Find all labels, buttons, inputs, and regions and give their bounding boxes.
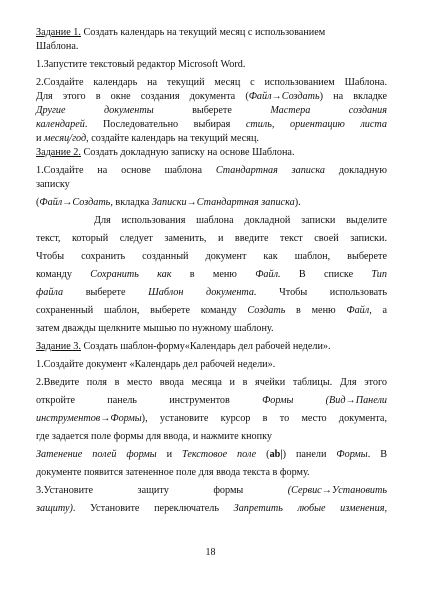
- task2-para-line6: [36, 304, 387, 317]
- text-fragment: Запретить любые изменения: [233, 503, 385, 514]
- text-fragment: файла: [36, 287, 64, 298]
- task1-heading-cont: [36, 40, 387, 53]
- text-fragment: . Последовательно выбирая: [84, 119, 246, 130]
- task1-step2-line5: [36, 132, 387, 145]
- text-fragment: выберете: [85, 287, 126, 298]
- text-fragment: списке: [323, 269, 354, 280]
- text-fragment: 1.Создайте на основе шаблона: [36, 165, 216, 176]
- text-fragment: команду: [36, 269, 72, 280]
- task3-label: Задание 3.: [36, 341, 81, 352]
- text-fragment: ).: [294, 197, 301, 208]
- task1-step2: [36, 76, 387, 89]
- task1-step2-line3: [36, 104, 387, 117]
- text-fragment: ,: [384, 503, 387, 514]
- menu-path: инструментов→Формы: [36, 413, 142, 424]
- task3-step3: [36, 484, 387, 497]
- text-fragment: откройте: [36, 395, 75, 406]
- text-fragment: Чтобы использовать: [279, 287, 388, 298]
- text-fragment: . В: [367, 449, 387, 460]
- task1-step2-line2: [36, 90, 387, 103]
- task2-para-line4: [36, 268, 387, 281]
- text-fragment: , вкладка: [110, 197, 152, 208]
- task3-step1: [36, 358, 387, 371]
- text-fragment: документы: [104, 105, 154, 116]
- text-fragment: 2.Введите поля в место ввода месяца и в ячейки таблицы. Для этого: [36, 377, 387, 388]
- task2-step1-path: [36, 196, 387, 209]
- text-fragment: В: [298, 269, 306, 280]
- text-fragment: 2.Создайте календарь на текущий месяц с использованием Шаблона.: [36, 77, 387, 88]
- text-fragment: затем дважды щелкните мышью по нужному шаблону.: [36, 323, 274, 334]
- text-fragment: инструментов: [169, 395, 230, 406]
- text-fragment: календарей: [36, 119, 85, 130]
- text-fragment: (: [256, 449, 270, 460]
- task3-step2-line6: [36, 466, 387, 479]
- text-fragment: Сохранить: [90, 269, 139, 280]
- text-fragment: месяц/год: [44, 133, 87, 144]
- text-fragment: Чтобы сохранить созданный документ как шаблон, выберете: [36, 251, 387, 262]
- task1-title: Создать календарь на текущий месяц с использованием: [80, 27, 326, 38]
- task3-step3-line2: [36, 502, 387, 515]
- task2-para-line1: [94, 214, 387, 227]
- text-fragment: и: [36, 133, 44, 144]
- text-fragment: стиль, ориентацию листа: [245, 119, 387, 130]
- task2-para-line5: [36, 286, 387, 299]
- menu-path: защиту): [36, 503, 73, 514]
- task2-step1-cont: [36, 178, 387, 191]
- text-fragment: докладную: [325, 165, 388, 176]
- text-fragment: Формы: [262, 395, 294, 406]
- text-fragment: формы: [213, 485, 244, 496]
- text-fragment: Файл: [346, 305, 370, 316]
- text-fragment: Другие: [36, 105, 66, 116]
- task3-title: Создать шаблон-форму«Календарь дел рабочей недели».: [80, 341, 331, 352]
- text-fragment: Тип: [371, 269, 387, 280]
- text-fragment: Для использования шаблона докладной записки выделите: [94, 215, 387, 226]
- task3-heading-line: [36, 340, 387, 353]
- text-fragment: защиту: [137, 485, 169, 496]
- text-fragment: Для этого в окне создания документа (: [36, 91, 249, 102]
- task1-step1: [36, 58, 387, 71]
- text-fragment: ) на вкладке: [319, 91, 387, 102]
- text-fragment: текст, который следует заменить, и введите текст своей записки.: [36, 233, 387, 244]
- text-fragment: 3.Установите: [36, 485, 94, 496]
- text-fragment: ), установите курсор в то место документа,: [141, 413, 387, 424]
- text-fragment: Стандартная записка: [215, 165, 326, 176]
- text-fragment: ) панели: [282, 449, 337, 460]
- task3-step2-line5: [36, 448, 387, 461]
- text-fragment: как: [157, 269, 172, 280]
- task3-step2: [36, 376, 387, 389]
- text-fragment: в меню: [285, 305, 347, 316]
- menu-path: (Вид→Панели: [325, 395, 388, 406]
- text-fragment: Шаблона.: [36, 41, 79, 52]
- text-fragment: и: [156, 449, 183, 460]
- task2-title: Создать докладную записку на основе Шаблона.: [80, 147, 295, 158]
- menu-path: Записки→Стандартная записка: [151, 197, 295, 208]
- text-fragment: Создать: [247, 305, 286, 316]
- menu-path: Файл→Создать: [248, 91, 320, 102]
- text-fragment: Формы: [336, 449, 368, 460]
- text-fragment: документе появится затененное поле для ввода текста в форму.: [36, 467, 310, 478]
- text-fragment: Шаблон документа.: [148, 287, 257, 298]
- text-fragment: Текстовое поле: [182, 449, 257, 460]
- text-fragment: . Установите переключатель: [72, 503, 234, 514]
- text-fragment: выберете: [192, 105, 232, 116]
- menu-path: Файл→Создать: [39, 197, 111, 208]
- text-fragment: панель: [107, 395, 137, 406]
- text-fragment: , а: [369, 305, 388, 316]
- task2-label: Задание 2.: [36, 147, 81, 158]
- task1-step2-line4: [36, 118, 387, 131]
- text-fragment: где задается поле формы для ввода, и нажмите кнопку: [36, 431, 272, 442]
- text-fragment: меню: [212, 269, 237, 280]
- task2-para-line7: [36, 322, 387, 335]
- page-number: 18: [205, 547, 216, 558]
- text-fragment: Файл.: [255, 269, 281, 280]
- text-fragment: Затенение полей формы: [36, 449, 157, 460]
- task2-step1: [36, 164, 387, 177]
- task1-heading-line: [36, 26, 387, 39]
- text-fragment: Мастера: [270, 105, 311, 116]
- text-fragment: , создайте календарь на текущий месяц.: [86, 133, 259, 144]
- menu-path: (Сервис→Установить: [287, 485, 388, 496]
- task3-step2-line2: [36, 394, 387, 407]
- task2-para-line3: [36, 250, 387, 263]
- task2-heading-line: [36, 146, 387, 159]
- text-field-icon: ab|: [269, 449, 283, 460]
- text-fragment: записку: [36, 179, 70, 190]
- text-fragment: в: [189, 269, 195, 280]
- task3-step2-line4: [36, 430, 387, 443]
- text-fragment: сохраненный шаблон, выберете команду: [36, 305, 248, 316]
- text-fragment: 1.Создайте документ «Календарь дел рабочей недели».: [36, 359, 276, 370]
- task2-para-line2: [36, 232, 387, 245]
- text-fragment: 1.Запустите текстовый редактор Microsoft Word.: [36, 59, 246, 70]
- text-fragment: (: [36, 197, 40, 208]
- task1-label: Задание 1.: [36, 27, 81, 38]
- task3-step2-line3: [36, 412, 387, 425]
- text-fragment: создания: [348, 105, 387, 116]
